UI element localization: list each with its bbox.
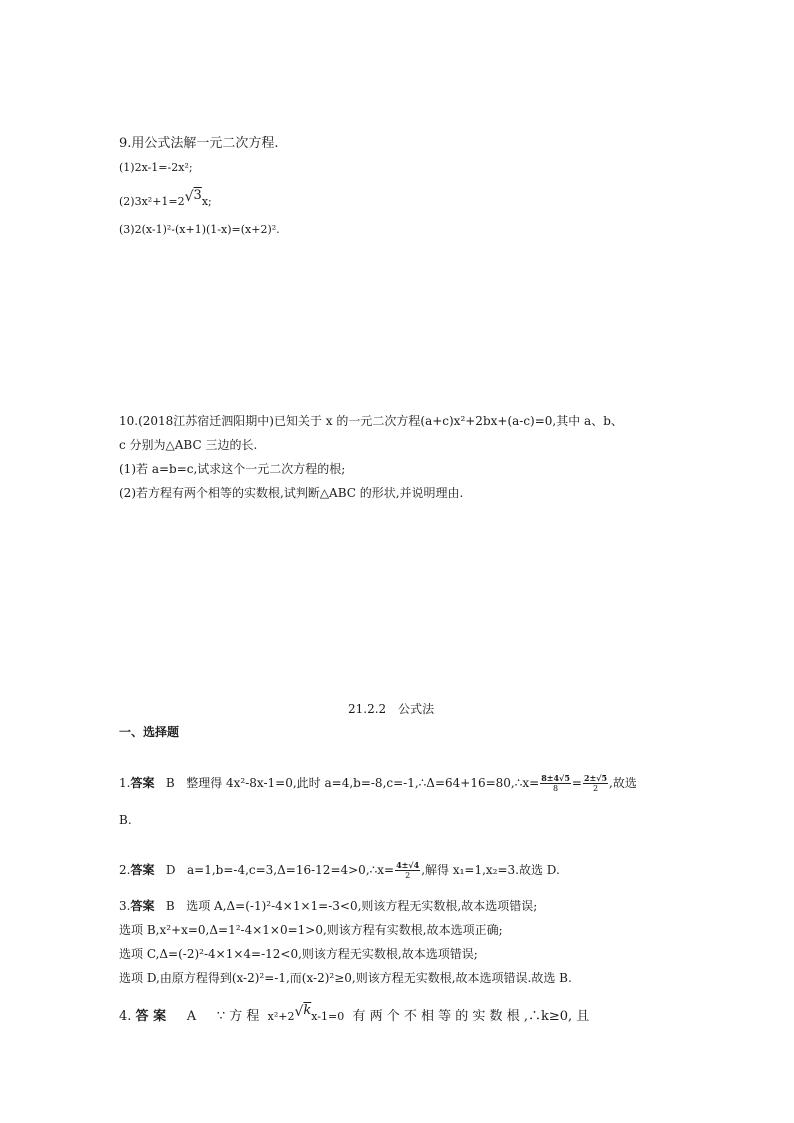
fraction-numerator: 8±4√5 [541, 773, 570, 783]
q9-part2-right: x; [201, 195, 212, 208]
answer-3 [119, 898, 537, 914]
q9-part3: (3)2(x-1)²-(x+1)(1-x)=(x+2)². [119, 223, 280, 236]
q10-line1: 10.(2018江苏宿迁泗阳期中)已知关于 x 的一元二次方程(a+c)x²+2bx+(a-c)=0,其中 a、b、 [119, 414, 623, 428]
answer-4-text2: 有 两 个 不 相 等 的 实 数 根 ,∴k≥0, 且 [352, 1009, 590, 1024]
answer-3-line2: 选项 B,x²+x=0,Δ=1²-4×1×0=1>0,则该方程有实数根,故本选项正确; [119, 923, 503, 937]
answer-3-choice: B [165, 899, 175, 913]
answer-4-num: 4. [119, 1009, 132, 1024]
section-title: 21.2.2 公式法 [348, 702, 435, 716]
answer-1 [119, 773, 637, 794]
answer-2-label: 答案 [130, 863, 155, 877]
answer-1-tail: ,故选 [609, 776, 637, 790]
sqrt-icon: √ [294, 1004, 304, 1020]
answer-4-text1: ∵ 方 程 [216, 1009, 260, 1024]
q9-title: 9.用公式法解一元二次方程. [119, 136, 279, 151]
answer-4-eq-left: x²+2 [267, 1010, 295, 1023]
fraction-denominator: 2 [592, 784, 599, 793]
fraction-denominator: 8 [553, 784, 559, 793]
answer-1-label: 答案 [130, 776, 155, 790]
fraction-numerator: 4±√4 [396, 860, 420, 870]
answer-4-label: 答 案 [135, 1009, 167, 1024]
answer-2 [119, 860, 560, 881]
answer-1-fraction-1 [540, 773, 571, 794]
answer-4-choice: A [186, 1009, 197, 1024]
answer-1-equals: = [571, 776, 582, 790]
answer-4-eq-right: x-1=0 [311, 1010, 345, 1023]
answer-2-num: 2. [119, 863, 131, 877]
answer-4-root: k [303, 1003, 312, 1018]
answer-2-tail: ,解得 x₁=1,x₂=3.故选 D. [421, 863, 560, 877]
q9-part2-left: (2)3x²+1=2 [119, 195, 185, 208]
q9-part2-root: 3 [193, 188, 202, 203]
answer-3-line4: 选项 D,由原方程得到(x-2)²=-1,而(x-2)²≥0,则该方程无实数根,故本选项错误.故选 B. [119, 971, 572, 985]
answer-2-choice: D [165, 863, 176, 877]
q10-line2: c 分别为△ABC 三边的长. [119, 438, 258, 452]
fraction-denominator: 2 [405, 871, 411, 880]
q9-part2 [119, 188, 212, 210]
sqrt-icon: √ [184, 189, 194, 205]
q10-part2: (2)若方程有两个相等的实数根,试判断△ABC 的形状,并说明理由. [119, 486, 464, 500]
fraction-numerator: 2±√5 [583, 773, 608, 783]
answer-1-choice: B [165, 776, 175, 790]
answer-4 [119, 1003, 590, 1025]
answer-1-line2: B. [119, 813, 132, 827]
answer-3-line1: 选项 A,Δ=(-1)²-4×1×1=-3<0,则该方程无实数根,故本选项错误; [186, 899, 538, 913]
answer-1-num: 1. [119, 776, 131, 790]
answer-2-text: a=1,b=-4,c=3,Δ=16-12=4>0,∴x= [187, 863, 395, 877]
answer-2-fraction [395, 860, 420, 881]
q9-part1: (1)2x-1=-2x²; [119, 161, 193, 174]
q10-part1: (1)若 a=b=c,试求这个一元二次方程的根; [119, 462, 346, 476]
answer-3-num: 3. [119, 899, 131, 913]
answer-3-label: 答案 [130, 899, 155, 913]
answer-3-line3: 选项 C,Δ=(-2)²-4×1×4=-12<0,则该方程无实数根,故本选项错误; [119, 947, 478, 961]
answer-1-text: 整理得 4x²-8x-1=0,此时 a=4,b=-8,c=-1,∴Δ=64+16=80,∴x= [186, 776, 540, 790]
section-heading: 一、选择题 [119, 725, 180, 739]
answer-1-fraction-2 [583, 773, 608, 794]
